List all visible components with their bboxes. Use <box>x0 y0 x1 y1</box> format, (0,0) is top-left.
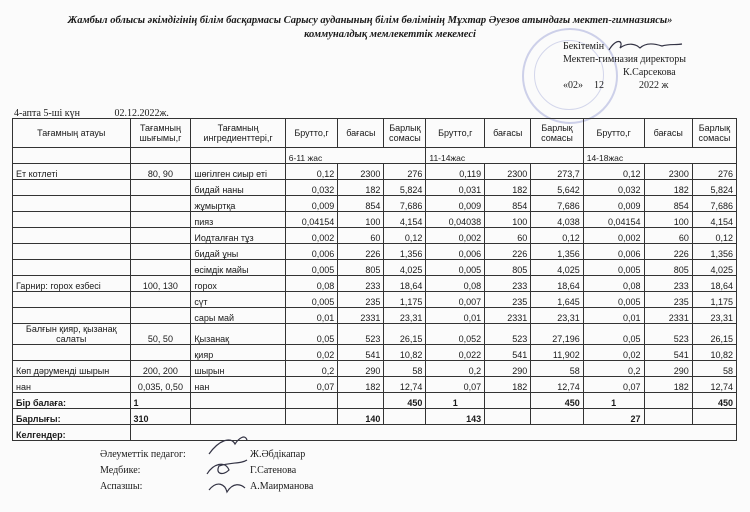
per-child-sum: 450 <box>692 393 736 409</box>
value-cell: 23,31 <box>531 308 583 324</box>
value-cell: 1,175 <box>692 292 736 308</box>
column-header: Тағамның атауы <box>13 119 131 148</box>
value-cell: 23,31 <box>692 308 736 324</box>
value-cell: 18,64 <box>692 276 736 292</box>
value-cell: 0,032 <box>583 180 644 196</box>
value-cell: 276 <box>384 164 426 180</box>
value-cell: 290 <box>338 361 384 377</box>
value-cell: 541 <box>644 345 692 361</box>
dish-name: Көп дәрумендi шырын <box>13 361 131 377</box>
dish-yield: 80, 90 <box>130 164 191 180</box>
value-cell: 0,005 <box>285 292 337 308</box>
approval-director: Мектеп-гимназия директоры <box>563 54 686 65</box>
director-signature <box>606 36 686 56</box>
value-cell: 0,006 <box>583 244 644 260</box>
per-child-yield: 1 <box>130 393 191 409</box>
empty-cell <box>285 409 337 425</box>
total-group-count: 27 <box>583 409 644 425</box>
value-cell: 0,002 <box>583 228 644 244</box>
ingredient-name: Иодталған тұз <box>191 228 285 244</box>
dish-yield: 0,035, 0,50 <box>130 377 191 393</box>
value-cell: 0,119 <box>426 164 485 180</box>
dish-name <box>13 260 131 276</box>
dish-yield <box>130 308 191 324</box>
value-cell: 273,7 <box>531 164 583 180</box>
column-header: бағасы <box>338 119 384 148</box>
per-child-label: Бір балаға: <box>13 393 131 409</box>
dish-yield <box>130 292 191 308</box>
dish-name <box>13 196 131 212</box>
total-count: 310 <box>130 409 191 425</box>
dish-yield <box>130 244 191 260</box>
value-cell: 5,824 <box>384 180 426 196</box>
value-cell: 7,686 <box>692 196 736 212</box>
value-cell: 4,025 <box>384 260 426 276</box>
value-cell: 58 <box>384 361 426 377</box>
value-cell: 18,64 <box>531 276 583 292</box>
column-header: Тағамның ингредиенттері,г <box>191 119 285 148</box>
value-cell: 805 <box>338 260 384 276</box>
value-cell: 100 <box>644 212 692 228</box>
table-row <box>13 260 737 276</box>
dish-yield: 100, 130 <box>130 276 191 292</box>
column-header: Барлық сомасы <box>531 119 583 148</box>
empty-cell <box>485 393 531 409</box>
value-cell: 0,08 <box>426 276 485 292</box>
approval-title: Бекітемін <box>563 41 605 52</box>
ingredient-name: горох <box>191 276 285 292</box>
value-cell: 0,02 <box>285 345 337 361</box>
table-row <box>13 276 737 292</box>
value-cell: 182 <box>644 377 692 393</box>
value-cell: 226 <box>338 244 384 260</box>
value-cell: 12,74 <box>384 377 426 393</box>
value-cell: 1,356 <box>692 244 736 260</box>
table-row <box>13 180 737 196</box>
value-cell: 541 <box>338 345 384 361</box>
empty-cell <box>338 393 384 409</box>
dish-name <box>13 180 131 196</box>
value-cell: 854 <box>338 196 384 212</box>
ingredient-name: Қызанақ <box>191 324 285 345</box>
value-cell: 182 <box>338 180 384 196</box>
ingredient-name: қияр <box>191 345 285 361</box>
value-cell: 182 <box>644 180 692 196</box>
value-cell: 0,12 <box>285 164 337 180</box>
value-cell: 235 <box>485 292 531 308</box>
value-cell: 0,009 <box>583 196 644 212</box>
value-cell: 805 <box>644 260 692 276</box>
table-row <box>13 244 737 260</box>
signature-role: Медбике: <box>100 465 141 476</box>
dish-yield: 200, 200 <box>130 361 191 377</box>
ingredient-name: шөгілген сиыр еті <box>191 164 285 180</box>
value-cell: 0,12 <box>692 228 736 244</box>
value-cell: 5,642 <box>531 180 583 196</box>
value-cell: 26,15 <box>692 324 736 345</box>
value-cell: 0,007 <box>426 292 485 308</box>
dish-yield <box>130 212 191 228</box>
per-child-sum: 450 <box>531 393 583 409</box>
value-cell: 0,009 <box>426 196 485 212</box>
dish-name <box>13 228 131 244</box>
empty-cell <box>384 409 426 425</box>
value-cell: 12,74 <box>692 377 736 393</box>
value-cell: 290 <box>644 361 692 377</box>
table-row <box>13 228 737 244</box>
value-cell: 0,005 <box>583 260 644 276</box>
dish-name <box>13 212 131 228</box>
total-group-count: 143 <box>426 409 485 425</box>
value-cell: 1,356 <box>384 244 426 260</box>
value-cell: 0,08 <box>285 276 337 292</box>
value-cell: 233 <box>485 276 531 292</box>
value-cell: 4,038 <box>531 212 583 228</box>
value-cell: 0,04154 <box>285 212 337 228</box>
dish-name <box>13 292 131 308</box>
value-cell: 0,022 <box>426 345 485 361</box>
value-cell: 0,2 <box>426 361 485 377</box>
ingredient-name: сүт <box>191 292 285 308</box>
dish-name: нан <box>13 377 131 393</box>
per-child-qty: 1 <box>426 393 485 409</box>
header-line-2: коммуналдық мемлекеттік мекемесі <box>304 29 476 40</box>
value-cell: 1,356 <box>531 244 583 260</box>
value-cell: 0,005 <box>583 292 644 308</box>
value-cell: 523 <box>485 324 531 345</box>
value-cell: 60 <box>338 228 384 244</box>
value-cell: 0,005 <box>285 260 337 276</box>
empty-cell <box>191 393 285 409</box>
ingredient-name: жұмыртқа <box>191 196 285 212</box>
value-cell: 60 <box>644 228 692 244</box>
age-group-row <box>13 148 737 164</box>
value-cell: 0,002 <box>426 228 485 244</box>
arrived-label: Келгендер: <box>13 425 131 441</box>
value-cell: 805 <box>485 260 531 276</box>
value-cell: 0,006 <box>285 244 337 260</box>
table-header-row <box>13 119 737 148</box>
dish-name: Гарнир: горох езбесі <box>13 276 131 292</box>
ingredient-name: сары май <box>191 308 285 324</box>
value-cell: 1,175 <box>384 292 426 308</box>
total-label: Барлығы: <box>13 409 131 425</box>
empty-cell <box>285 393 337 409</box>
empty-cell <box>191 409 285 425</box>
value-cell: 0,05 <box>285 324 337 345</box>
dish-name <box>13 308 131 324</box>
value-cell: 2300 <box>644 164 692 180</box>
per-child-qty: 1 <box>583 393 644 409</box>
value-cell: 235 <box>644 292 692 308</box>
ingredient-name: нан <box>191 377 285 393</box>
value-cell: 4,025 <box>531 260 583 276</box>
age-group-label: 11-14жас <box>426 148 583 164</box>
table-row <box>13 345 737 361</box>
value-cell: 2331 <box>644 308 692 324</box>
dish-yield <box>130 260 191 276</box>
column-header: Барлық сомасы <box>692 119 736 148</box>
approval-day: «02» <box>563 80 583 91</box>
value-cell: 58 <box>692 361 736 377</box>
column-header: Тағамның шығымы,г <box>130 119 191 148</box>
column-header: Брутто,г <box>583 119 644 148</box>
value-cell: 7,686 <box>531 196 583 212</box>
value-cell: 10,82 <box>692 345 736 361</box>
dish-name: Балғын қияр, қызанақ салаты <box>13 324 131 345</box>
empty-cell <box>130 148 191 164</box>
value-cell: 0,052 <box>426 324 485 345</box>
value-cell: 5,824 <box>692 180 736 196</box>
value-cell: 0,12 <box>384 228 426 244</box>
table-row <box>13 361 737 377</box>
empty-cell <box>644 409 692 425</box>
value-cell: 18,64 <box>384 276 426 292</box>
value-cell: 2300 <box>485 164 531 180</box>
ingredient-name: өсімдік майы <box>191 260 285 276</box>
table-row <box>13 212 737 228</box>
week-day: 4-апта 5-ші күн <box>14 108 80 119</box>
header-line-1: Жамбыл облысы әкімдігінің білім басқармасы Сарысу ауданының білім бөлімінің Мұхтар Әуезов атындағы мектеп-гимназиясы» <box>67 15 673 26</box>
signature-name: Г.Сатенова <box>250 465 297 476</box>
value-cell: 4,154 <box>384 212 426 228</box>
value-cell: 226 <box>485 244 531 260</box>
column-header: бағасы <box>485 119 531 148</box>
column-header: Брутто,г <box>285 119 337 148</box>
per-child-sum: 450 <box>384 393 426 409</box>
value-cell: 2331 <box>485 308 531 324</box>
value-cell: 0,02 <box>583 345 644 361</box>
value-cell: 0,2 <box>285 361 337 377</box>
value-cell: 0,08 <box>583 276 644 292</box>
value-cell: 0,04154 <box>583 212 644 228</box>
value-cell: 290 <box>485 361 531 377</box>
dish-name <box>13 244 131 260</box>
empty-cell <box>531 409 583 425</box>
menu-table <box>12 118 737 441</box>
value-cell: 0,07 <box>426 377 485 393</box>
dish-yield <box>130 345 191 361</box>
dish-yield: 50, 50 <box>130 324 191 345</box>
signature-role: Аспазшы: <box>100 481 143 492</box>
ingredient-name: бидай наны <box>191 180 285 196</box>
value-cell: 182 <box>485 377 531 393</box>
handwritten-signatures <box>205 430 250 500</box>
value-cell: 26,15 <box>384 324 426 345</box>
arrived-row <box>13 425 737 441</box>
value-cell: 100 <box>485 212 531 228</box>
value-cell: 523 <box>338 324 384 345</box>
value-cell: 0,002 <box>285 228 337 244</box>
value-cell: 0,006 <box>426 244 485 260</box>
value-cell: 235 <box>338 292 384 308</box>
value-cell: 23,31 <box>384 308 426 324</box>
table-row <box>13 377 737 393</box>
dish-name <box>13 345 131 361</box>
dish-name: Ет котлеті <box>13 164 131 180</box>
empty-cell <box>644 393 692 409</box>
column-header: Барлық сомасы <box>384 119 426 148</box>
value-cell: 4,154 <box>692 212 736 228</box>
approval-director-name: К.Сарсекова <box>623 67 676 78</box>
value-cell: 0,01 <box>285 308 337 324</box>
value-cell: 27,196 <box>531 324 583 345</box>
empty-cell <box>692 409 736 425</box>
table-row <box>13 308 737 324</box>
empty-cell <box>485 409 531 425</box>
table-body <box>13 148 737 441</box>
approval-month: 12 <box>594 80 604 91</box>
value-cell: 182 <box>485 180 531 196</box>
column-header: Брутто,г <box>426 119 485 148</box>
approval-date <box>563 79 733 92</box>
value-cell: 0,07 <box>285 377 337 393</box>
value-cell: 233 <box>338 276 384 292</box>
age-group-label: 14-18жас <box>583 148 736 164</box>
column-header: бағасы <box>644 119 692 148</box>
table-row <box>13 196 737 212</box>
table-row <box>13 292 737 308</box>
value-cell: 182 <box>338 377 384 393</box>
value-cell: 12,74 <box>531 377 583 393</box>
value-cell: 0,12 <box>583 164 644 180</box>
value-cell: 0,04038 <box>426 212 485 228</box>
ingredient-name: бидай ұны <box>191 244 285 260</box>
value-cell: 10,82 <box>384 345 426 361</box>
approval-year: 2022 ж <box>639 80 669 91</box>
value-cell: 0,01 <box>426 308 485 324</box>
empty-cell <box>191 148 285 164</box>
value-cell: 276 <box>692 164 736 180</box>
total-row <box>13 409 737 425</box>
age-group-label: 6-11 жас <box>285 148 426 164</box>
value-cell: 58 <box>531 361 583 377</box>
value-cell: 854 <box>644 196 692 212</box>
value-cell: 100 <box>338 212 384 228</box>
value-cell: 523 <box>644 324 692 345</box>
dish-yield <box>130 180 191 196</box>
table-row <box>13 164 737 180</box>
signature-name: А.Маирманова <box>250 481 314 492</box>
value-cell: 11,902 <box>531 345 583 361</box>
value-cell: 0,01 <box>583 308 644 324</box>
empty-cell <box>13 148 131 164</box>
value-cell: 0,009 <box>285 196 337 212</box>
value-cell: 541 <box>485 345 531 361</box>
signature-role: Әлеуметтік педагог: <box>100 449 186 460</box>
value-cell: 0,031 <box>426 180 485 196</box>
value-cell: 4,025 <box>692 260 736 276</box>
menu-date: 02.12.2022ж. <box>114 108 169 119</box>
ingredient-name: шырын <box>191 361 285 377</box>
value-cell: 854 <box>485 196 531 212</box>
signature-name: Ж.Әбдікапар <box>250 449 306 460</box>
value-cell: 0,032 <box>285 180 337 196</box>
table-row <box>13 324 737 345</box>
dish-yield <box>130 196 191 212</box>
value-cell: 0,07 <box>583 377 644 393</box>
ingredient-name: пияз <box>191 212 285 228</box>
value-cell: 0,12 <box>531 228 583 244</box>
value-cell: 0,005 <box>426 260 485 276</box>
value-cell: 7,686 <box>384 196 426 212</box>
value-cell: 60 <box>485 228 531 244</box>
per-child-row <box>13 393 737 409</box>
value-cell: 2300 <box>338 164 384 180</box>
value-cell: 2331 <box>338 308 384 324</box>
value-cell: 0,2 <box>583 361 644 377</box>
total-group-count: 140 <box>338 409 384 425</box>
value-cell: 1,645 <box>531 292 583 308</box>
value-cell: 226 <box>644 244 692 260</box>
value-cell: 233 <box>644 276 692 292</box>
value-cell: 0,05 <box>583 324 644 345</box>
dish-yield <box>130 228 191 244</box>
